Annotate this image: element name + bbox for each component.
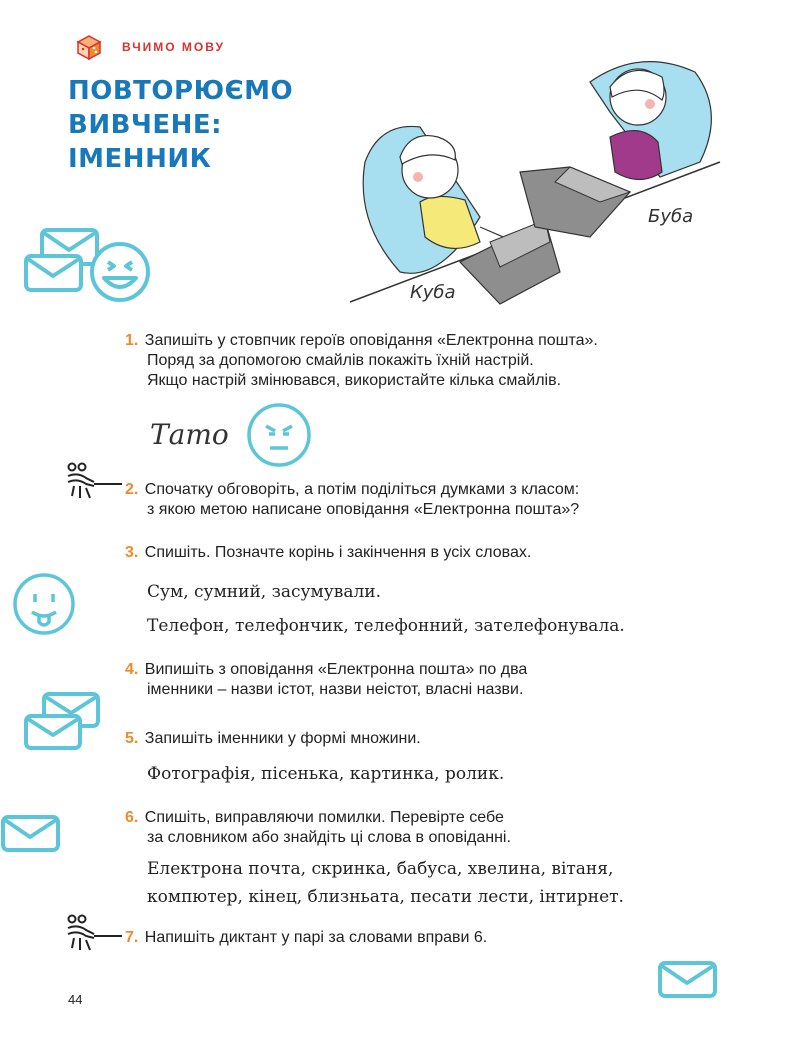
- task-text: з якою метою написане оповідання «Електронна пошта»?: [147, 501, 580, 518]
- task-7: [125, 928, 487, 948]
- envelopes-laughing-smiley-icon: [22, 224, 154, 304]
- envelope-icon: [657, 960, 719, 1000]
- task-text: Випишіть з оповідання «Електронна пошта» по два: [144, 661, 528, 678]
- task-text: Запишіть іменники у формі множини.: [144, 730, 421, 747]
- page-number: 44: [68, 992, 83, 1007]
- exercise-text: Фотографія, пісенька, картинка, ролик.: [147, 764, 505, 784]
- title-line: ПОВТОРЮЄМО: [68, 76, 294, 106]
- task-number: 6.: [125, 809, 139, 826]
- task-1: [125, 331, 598, 391]
- exercise-text: Телефон, телефончик, телефонний, зателефонувала.: [147, 616, 625, 636]
- pair-work-icon: [64, 914, 124, 952]
- dice-icon: [76, 34, 102, 60]
- exercise-text: компютер, кінец, близньата, песати лести, інтирнет.: [147, 887, 624, 907]
- task-number: 5.: [125, 730, 139, 747]
- exercise-text: Сум, сумний, засумували.: [147, 582, 381, 602]
- character-name-kuba: Куба: [410, 282, 456, 303]
- title-line: ІМЕННИК: [68, 144, 212, 174]
- task-number: 3.: [125, 544, 139, 561]
- task-number: 1.: [125, 332, 139, 349]
- exercise-text: Електрона почта, скринка, бабуса, хвелина, вітаня,: [147, 859, 614, 879]
- envelope-icon: [0, 814, 62, 854]
- task-text: Напишіть диктант у парі за словами вправи 6.: [144, 929, 488, 946]
- example-word: Тато: [150, 418, 229, 451]
- pair-work-icon: [64, 462, 124, 500]
- angry-smiley-icon: [246, 402, 312, 468]
- task-2: [125, 480, 579, 520]
- task-text: Спишіть. Позначте корінь і закінчення в усіх словах.: [144, 544, 532, 561]
- task-text: Спочатку обговоріть, а потім поділіться думками з класом:: [144, 481, 580, 498]
- two-envelopes-icon: [22, 690, 102, 752]
- character-name-buba: Буба: [648, 206, 694, 227]
- children-at-laptops-illustration: [340, 52, 730, 307]
- page-title: [68, 74, 358, 176]
- task-4: [125, 660, 527, 700]
- tongue-out-smiley-icon: [12, 572, 76, 636]
- task-text: Запишіть у стовпчик героїв оповідання «Електронна пошта».: [144, 332, 598, 349]
- task-number: 4.: [125, 661, 139, 678]
- title-line: ВИВЧЕНЕ:: [68, 110, 223, 140]
- task-text: Якщо настрій змінювався, використайте кілька смайлів.: [147, 372, 562, 389]
- task-number: 7.: [125, 929, 139, 946]
- task-text: за словником або знайдіть ці слова в оповіданні.: [147, 829, 511, 846]
- section-label: ВЧИМО МОВУ: [122, 40, 225, 54]
- task-text: Поряд за допомогою смайлів покажіть їхній настрій.: [147, 352, 534, 369]
- task-text: Спишіть, виправляючи помилки. Перевірте себе: [144, 809, 504, 826]
- task-text: іменники – назви істот, назви неістот, власні назви.: [147, 681, 524, 698]
- task-6: [125, 808, 511, 848]
- task-number: 2.: [125, 481, 139, 498]
- task-5: [125, 729, 421, 749]
- task-3: [125, 543, 531, 563]
